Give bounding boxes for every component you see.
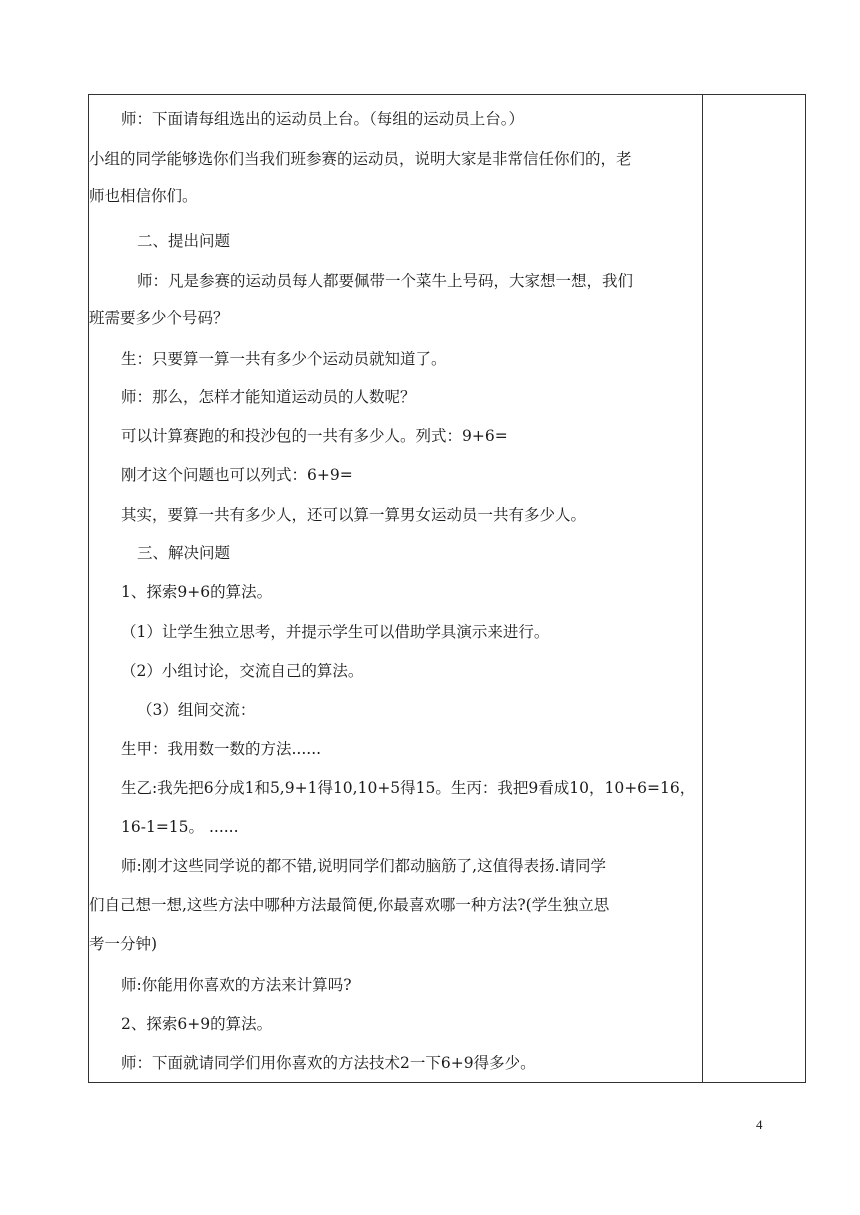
- section-heading: 三、解决问题: [137, 544, 231, 562]
- text-line: 师:你能用你喜欢的方法来计算吗?: [121, 976, 352, 994]
- text-line: 生乙:我先把6分成1和5,9+1得10,10+5得15。生丙：我把9看成10，10+6=16，: [121, 779, 696, 797]
- text-line: 班需要多少个号码？: [89, 309, 229, 327]
- text-line: 1、探索9+6的算法。: [121, 583, 273, 601]
- lesson-plan-table: [88, 94, 806, 1083]
- text-line: 生甲：我用数一数的方法......: [121, 740, 322, 758]
- text-line: 16-1=15。 ......: [121, 818, 239, 836]
- text-line: 师：下面请每组选出的运动员上台。（每组的运动员上台。）: [121, 110, 525, 128]
- column-divider: [702, 95, 703, 1082]
- text-line: 师：凡是参赛的运动员每人都要佩带一个菜牛上号码，大家想一想，我们: [137, 272, 634, 290]
- text-line: 考一分钟): [89, 935, 158, 953]
- text-line: 2、探索6+9的算法。: [121, 1015, 273, 1033]
- text-line: 们自己想一想,这些方法中哪种方法最简便,你最喜欢哪一种方法?(学生独立思: [89, 896, 610, 914]
- text-line: 师：那么，怎样才能知道运动员的人数呢？: [121, 388, 416, 406]
- section-heading: 二、提出问题: [137, 232, 231, 250]
- text-line: 生：只要算一算一共有多少个运动员就知道了。: [121, 350, 447, 368]
- text-line: 小组的同学能够选你们当我们班参赛的运动员，说明大家是非常信任你们的，老: [89, 150, 632, 168]
- text-line: 师:刚才这些同学说的都不错,说明同学们都动脑筋了,这值得表扬.请同学: [121, 857, 607, 875]
- text-line: 刚才这个问题也可以列式：6+9=: [121, 466, 353, 484]
- page-number: 4: [756, 1117, 763, 1132]
- text-line: 师：下面就请同学们用你喜欢的方法技术2一下6+9得多少。: [121, 1054, 536, 1072]
- text-line: （1）让学生独立思考，并提示学生可以借助学具演示来进行。: [121, 623, 550, 641]
- text-line: 其实，要算一共有多少人，还可以算一算男女运动员一共有多少人。: [121, 506, 587, 524]
- text-line: （3）组间交流：: [137, 701, 256, 719]
- text-line: （2）小组讨论，交流自己的算法。: [121, 662, 364, 680]
- text-line: 可以计算赛跑的和投沙包的一共有多少人。列式：9+6=: [121, 427, 508, 445]
- text-line: 师也相信你们。: [89, 187, 198, 205]
- lesson-content-cell: [89, 95, 702, 1082]
